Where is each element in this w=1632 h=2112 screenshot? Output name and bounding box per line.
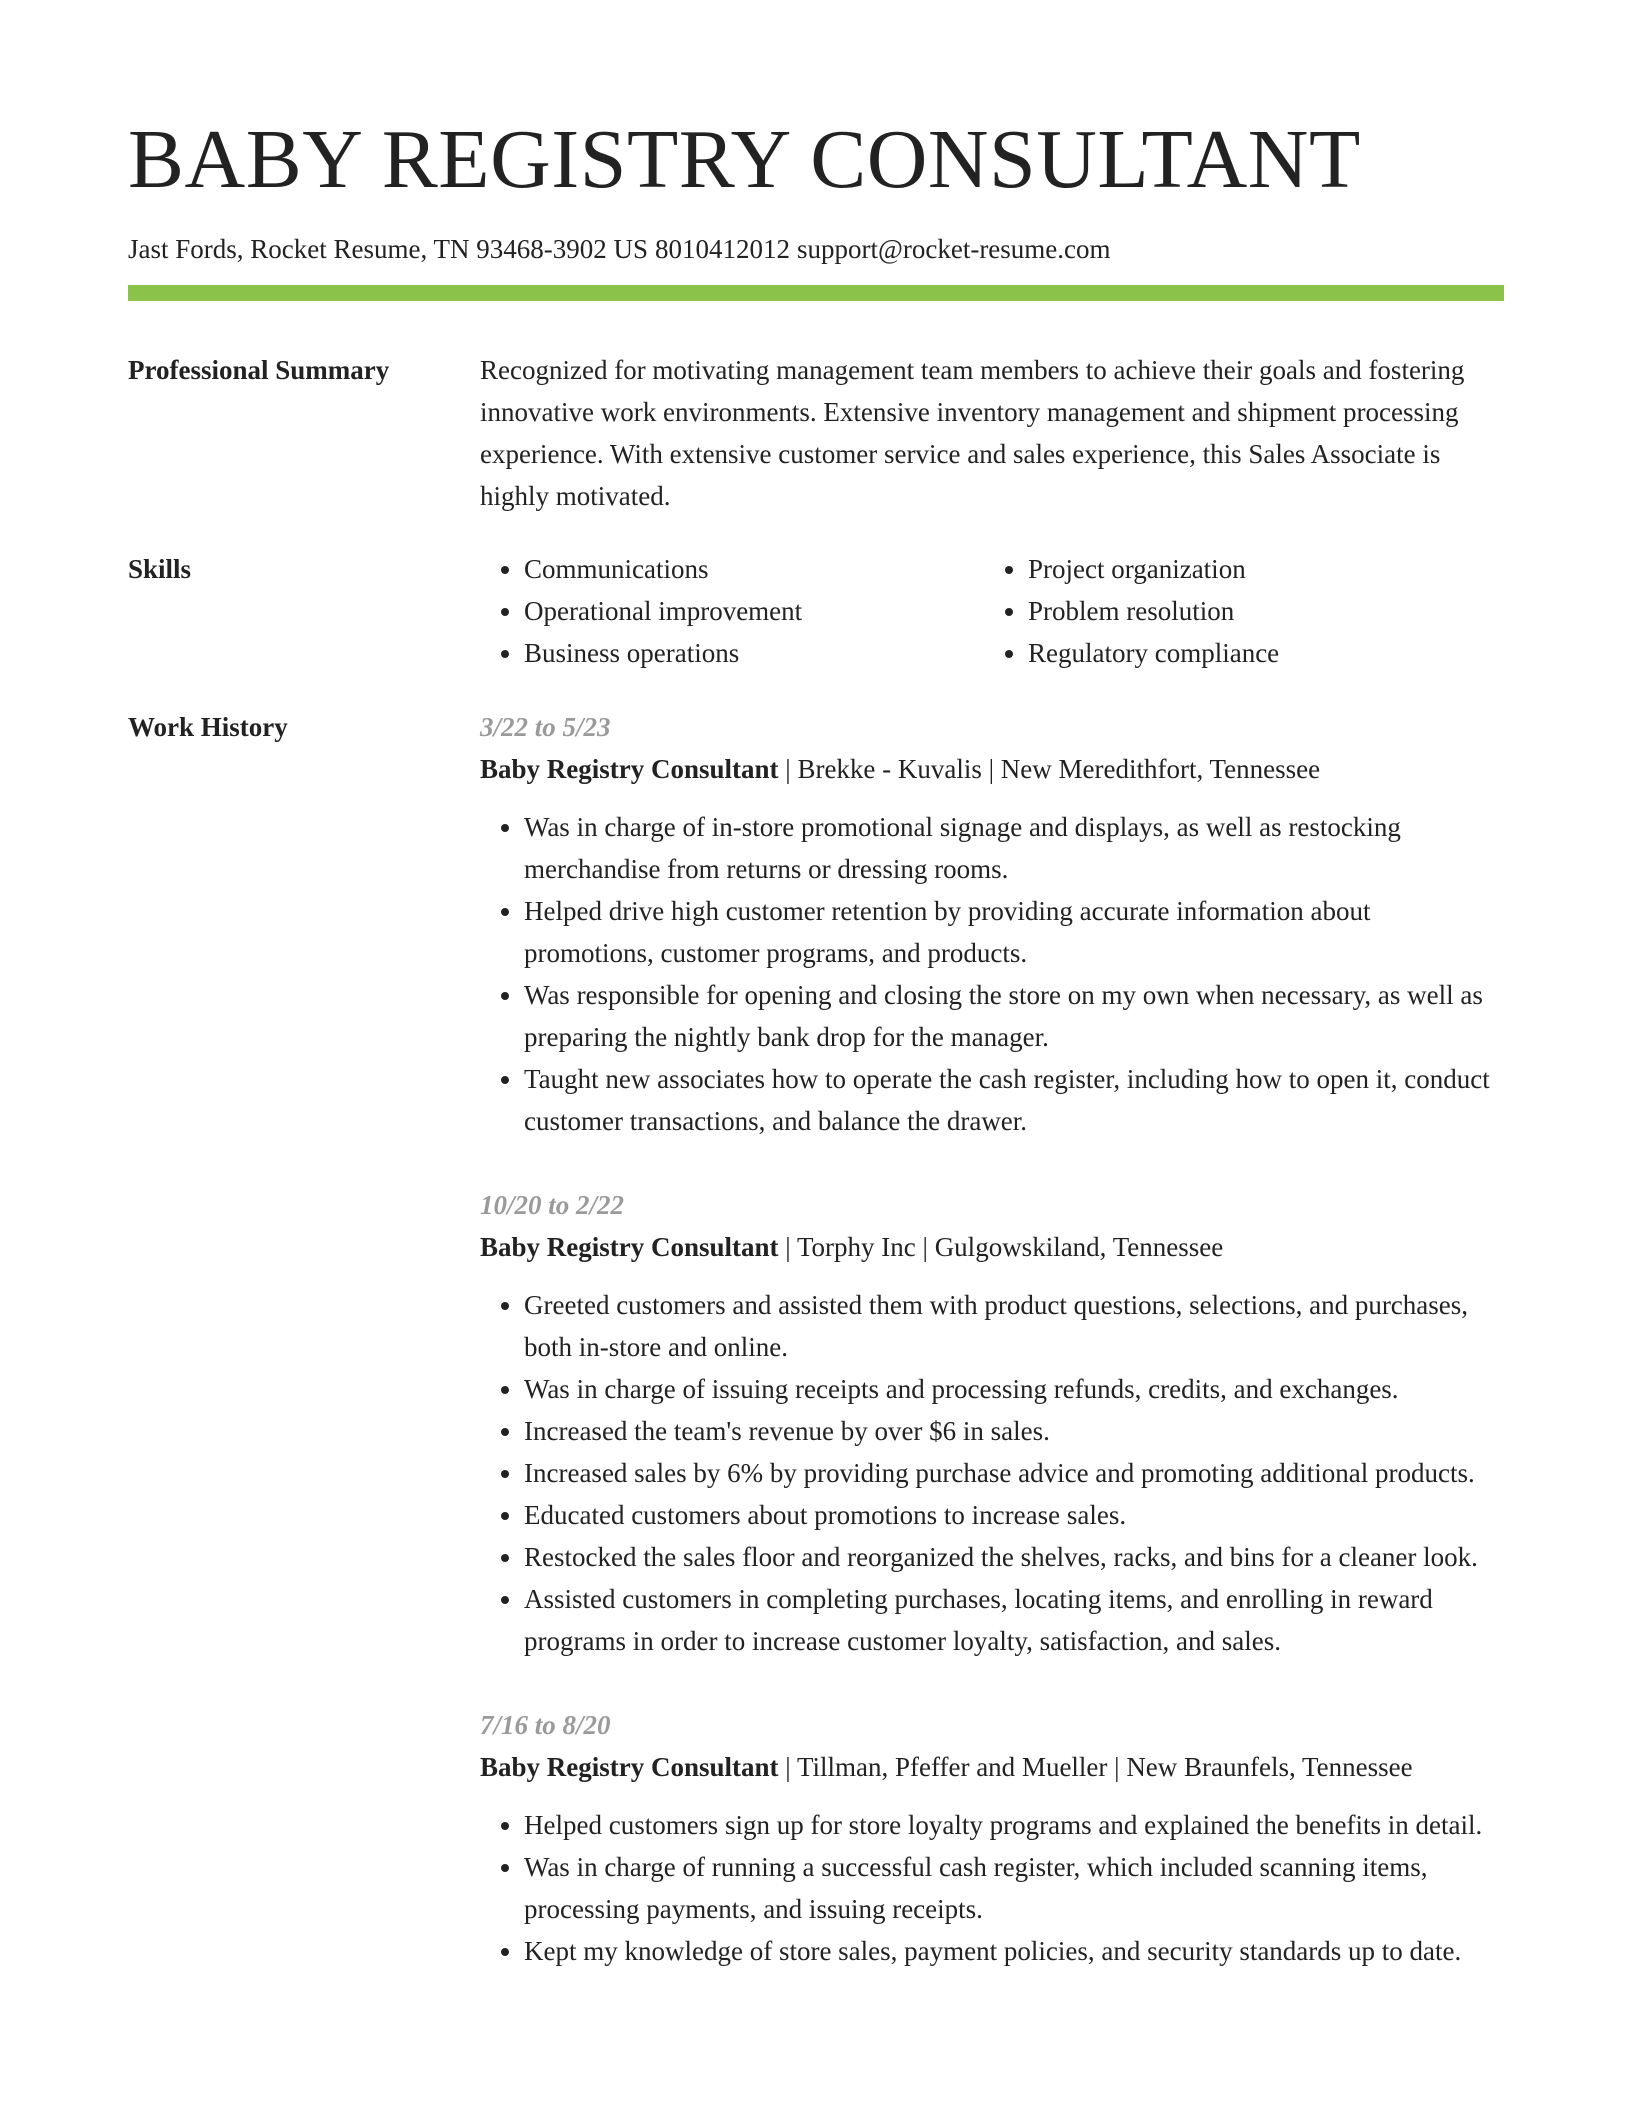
skill-item: • Operational improvement (524, 590, 984, 632)
contact-email: support@rocket-resume.com (797, 234, 1111, 264)
job-bullet: • Helped customers sign up for store loyalty programs and explained the benefits in detail. (524, 1804, 1504, 1846)
contact-address: Jast Fords, Rocket Resume, TN 93468-3902 US (128, 234, 648, 264)
job-bullet: • Was in charge of in-store promotional signage and displays, as well as restocking merchandise from returns or dressing rooms. (524, 806, 1504, 890)
job-title: Baby Registry Consultant (480, 1232, 779, 1262)
job-title-line: Baby Registry Consultant | Torphy Inc | Gulgowskiland, Tennessee (480, 1232, 1224, 1262)
job-company: Brekke - Kuvalis (797, 754, 982, 784)
job-bullets (480, 806, 1504, 1142)
job-location: New Meredithfort, Tennessee (1000, 754, 1321, 784)
skill-item: • Business operations (524, 632, 984, 674)
job-bullets (480, 1804, 1504, 1972)
skills-grid (480, 548, 1504, 674)
skill-item: • Project organization (1028, 548, 1488, 590)
job-company: Tillman, Pfeffer and Mueller (796, 1752, 1108, 1782)
skill-item: • Communications (524, 548, 984, 590)
summary-body (480, 349, 1504, 517)
job-title: Baby Registry Consultant (480, 1752, 779, 1782)
job-bullet: • Was in charge of running a successful cash register, which included scanning items, processing payments, and issuing receipts. (524, 1846, 1504, 1930)
skill-item: • Regulatory compliance (1028, 632, 1488, 674)
job-entry (480, 706, 1504, 1142)
job-location: New Braunfels, Tennessee (1126, 1752, 1413, 1782)
job-title: Baby Registry Consultant (480, 754, 779, 784)
job-dates: 3/22 to 5/23 (480, 712, 611, 742)
skills-label: Skills (128, 554, 192, 584)
job-entry (480, 1184, 1504, 1662)
skills-list-right (984, 548, 1488, 674)
job-entry (480, 1704, 1504, 1972)
job-location: Gulgowskiland, Tennessee (934, 1232, 1224, 1262)
skills-body (480, 548, 1504, 674)
summary-text: Recognized for motivating management team members to achieve their goals and fostering innovative work environments. Extensive inventory management and shipment processing experience. With extensive customer service and sales experience, this Sales Associate is highly motivated. (480, 355, 1465, 511)
job-dates: 10/20 to 2/22 (480, 1190, 625, 1220)
job-bullet: • Greeted customers and assisted them with product questions, selections, and purchases, both in-store and online. (524, 1284, 1504, 1368)
job-bullet: • Educated customers about promotions to increase sales. (524, 1494, 1504, 1536)
work-history-body (480, 706, 1504, 2014)
skill-item: • Problem resolution (1028, 590, 1488, 632)
skills-section (128, 548, 1504, 674)
job-title-line: Baby Registry Consultant | Tillman, Pfeffer and Mueller | New Braunfels, Tennessee (480, 1752, 1413, 1782)
work-history-label: Work History (128, 712, 288, 742)
job-bullet: • Restocked the sales floor and reorganized the shelves, racks, and bins for a cleaner look. (524, 1536, 1504, 1578)
job-bullet: • Assisted customers in completing purchases, locating items, and enrolling in reward programs in order to increase customer loyalty, satisfaction, and sales. (524, 1578, 1504, 1662)
contact-line (128, 233, 1111, 265)
job-company: Torphy Inc (796, 1232, 916, 1262)
contact-phone: 8010412012 (655, 234, 790, 264)
job-bullets (480, 1284, 1504, 1662)
job-dates: 7/16 to 8/20 (480, 1710, 611, 1740)
job-bullet: • Was in charge of issuing receipts and processing refunds, credits, and exchanges. (524, 1368, 1504, 1410)
summary-label: Professional Summary (128, 355, 390, 385)
skills-list-left (480, 548, 984, 674)
job-bullet: • Helped drive high customer retention by providing accurate information about promotions, customer programs, and products. (524, 890, 1504, 974)
job-bullet: • Increased the team's revenue by over $6 in sales. (524, 1410, 1504, 1452)
resume-title: BABY REGISTRY CONSULTANT (128, 113, 1361, 206)
job-title-line: Baby Registry Consultant | Brekke - Kuvalis | New Meredithfort, Tennessee (480, 754, 1321, 784)
work-history-section (128, 706, 1504, 2014)
job-bullet: • Was responsible for opening and closing the store on my own when necessary, as well as preparing the nightly bank drop for the manager. (524, 974, 1504, 1058)
summary-section (128, 349, 1504, 517)
job-bullet: • Kept my knowledge of store sales, payment policies, and security standards up to date. (524, 1930, 1504, 1972)
job-bullet: • Increased sales by 6% by providing purchase advice and promoting additional products. (524, 1452, 1504, 1494)
accent-divider (128, 285, 1504, 301)
job-bullet: • Taught new associates how to operate the cash register, including how to open it, conduct customer transactions, and balance the drawer. (524, 1058, 1504, 1142)
